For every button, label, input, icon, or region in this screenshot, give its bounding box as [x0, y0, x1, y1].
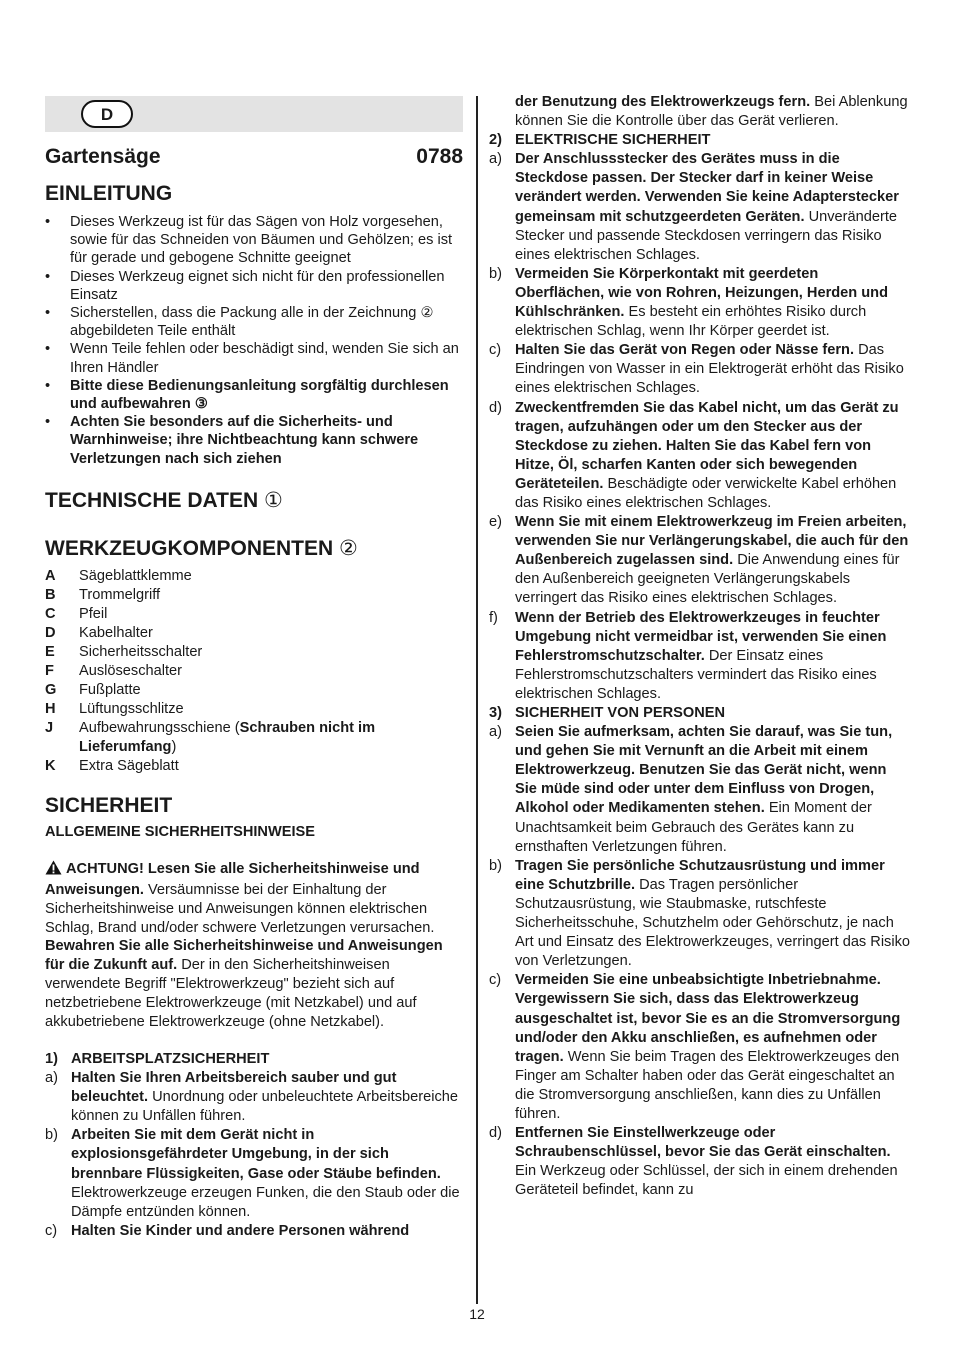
- component-letter: C: [45, 605, 56, 622]
- warning-triangle-icon: [45, 860, 62, 881]
- component-text: [79, 605, 463, 624]
- item-text: [515, 399, 911, 514]
- component-text: [79, 681, 463, 700]
- component-letter: J: [45, 719, 54, 736]
- language-badge: D: [81, 100, 133, 128]
- language-bar: [45, 96, 463, 132]
- item-normal: Das Tragen persönlicher Schutzausrüstung, wie Staubmaske, rutschfeste Sicherheitsschuhe, Schutzhelm oder Gehörschutz, je nach Art und Einsatz des Elektrowerkzeuges, verringert das Risiko von Verletzungen.: [515, 876, 911, 970]
- safety-heading: SICHERHEIT: [45, 793, 173, 817]
- item-bold: Tragen Sie persönliche Schutzausrüstung und immer eine Schutzbrille.: [515, 857, 885, 893]
- bullet-text: Sicherstellen, dass die Packung alle in der Zeichnung ② abgebildeten Teile enthält: [70, 305, 434, 340]
- intro-bullet: [45, 413, 463, 468]
- title-row: [45, 144, 463, 170]
- item-normal: Ein Werkzeug oder Schlüssel, der sich in einem drehenden Geräteteil befindet, kann zu: [515, 1163, 898, 1199]
- warning-paragraph: ACHTUNG! Lesen Sie alle Sicherheitshinweise und Anweisungen. Versäumnisse bei der Einhaltung der Sicherheitshinweise und Anweisungen können elektrischen Schlag, Brand und/oder schwere Verletzungen verursachen. Bewahren Sie alle Sicherheitshinweise und Anweisungen für die Zukunft auf. Der in den Sicherheitshinweisen verwendete Begriff "Elektrowerkzeug" bezieht sich auf netzbetriebene Elektrowerkzeuge (mit Netzkabel) und auf akkubetriebene Elektrowerkzeuge (ohne Netzkabel).: [45, 860, 443, 1031]
- item-text: [515, 971, 911, 1124]
- component-text: [79, 586, 463, 605]
- component-name: Aufbewahrungsschiene (: [79, 719, 240, 736]
- item-normal: Der Einsatz eines Fehlerstromschutzschalters vermindert das Risiko eines elektrischen Schlages.: [515, 647, 877, 702]
- item-marker: c): [45, 1222, 58, 1239]
- component-name: Extra Sägeblatt: [79, 757, 179, 774]
- bullet-text: Achten Sie besonders auf die Sicherheits- und Warnhinweise; ihre Nichtbeachtung kann schwere Verletzungen nach sich ziehen: [70, 414, 419, 467]
- item-bold: Entfernen Sie Einstellwerkzeuge oder Schraubenschlüssel, bevor Sie das Gerät einschalten.: [515, 1125, 891, 1161]
- component-name: Pfeil: [79, 605, 108, 622]
- section-1-items: [45, 1069, 463, 1241]
- item-marker: b): [489, 265, 502, 282]
- component-text: [79, 567, 463, 586]
- item-normal: Wenn Sie beim Tragen des Elektrowerkzeuges den Finger am Schalter haben oder das Gerät eingeschaltet an die Stromversorgung anschließen, kann dies zu Unfällen führen.: [515, 1048, 900, 1122]
- column-divider: [476, 96, 478, 1304]
- safety-item: [489, 399, 911, 514]
- bullet-text: Wenn Teile fehlen oder beschädigt sind, wenden Sie sich an Ihren Händler: [70, 341, 459, 376]
- component-text: [79, 757, 463, 776]
- page-number: 12: [469, 1306, 485, 1322]
- item-marker: b): [489, 857, 502, 874]
- component-name: Auslöseschalter: [79, 662, 183, 679]
- bullet-marker: •: [45, 414, 51, 431]
- item-bold: Arbeiten Sie mit dem Gerät nicht in explosionsgefährdeter Umgebung, in der sich brennbare Flüssigkeiten, Gase oder Stäube befinden.: [71, 1127, 441, 1182]
- component-letter: A: [45, 567, 56, 584]
- intro-bullet-list: [45, 213, 463, 468]
- intro-bullet: [45, 340, 463, 376]
- safety-item: [489, 341, 911, 398]
- product-model: 0788: [416, 145, 463, 168]
- bullet-marker: •: [45, 377, 51, 394]
- component-name: Fußplatte: [79, 681, 141, 698]
- intro-bullet: [45, 213, 463, 268]
- bullet-marker: •: [45, 305, 51, 322]
- safety-item: [489, 971, 911, 1124]
- item-marker: d): [489, 399, 502, 416]
- bullet-text: Bitte diese Bedienungsanleitung sorgfältig durchlesen und aufbewahren ③: [70, 377, 449, 413]
- item-marker: d): [489, 1125, 502, 1142]
- safety-item: [489, 265, 911, 341]
- item-text: [515, 150, 911, 265]
- item-bold: Wenn der Betrieb des Elektrowerkzeuges in feuchter Umgebung nicht vermeidbar ist, verwenden Sie einen Fehlerstromschutzschalter.: [515, 609, 887, 664]
- component-item: [45, 586, 463, 605]
- item-bold: Der Anschlussstecker des Gerätes muss in die Steckdose passen. Der Stecker darf in keiner Weise verändert werden. Verwenden Sie keine Adapterstecker gemeinsam mit schutzgeerdeten Geräten.: [515, 151, 899, 225]
- safety-item: [489, 723, 911, 857]
- item-normal: Unveränderte Stecker und passende Steckdosen verringern das Risiko eines elektrischen Schlages.: [515, 208, 898, 263]
- section-2-items: [489, 150, 911, 704]
- item-text: [515, 513, 911, 608]
- continued-item: der Benutzung des Elektrowerkzeugs fern. Bei Ablenkung können Sie die Kontrolle über das Gerät verlieren.: [515, 94, 908, 130]
- item-marker: a): [489, 724, 502, 741]
- item-text: [515, 857, 911, 972]
- components-heading: WERKZEUGKOMPONENTEN ②: [45, 536, 358, 560]
- component-letter: B: [45, 586, 56, 603]
- component-name: Lüftungsschlitze: [79, 700, 184, 717]
- intro-heading: EINLEITUNG: [45, 182, 173, 205]
- item-normal: Die Anwendung eines für den Außenbereich geeigneten Verlängerungskabels verringert das Risiko eines elektrischen Schlages.: [515, 552, 900, 607]
- component-item: [45, 643, 463, 662]
- tech-heading: TECHNISCHE DATEN ①: [45, 488, 283, 512]
- item-text: [515, 723, 911, 857]
- safety-item: [489, 1124, 911, 1200]
- item-normal: Unordnung oder unbeleuchtete Arbeitsbereiche können zu Unfällen führen.: [71, 1089, 458, 1125]
- intro-bullet: [45, 304, 463, 340]
- intro-bullet: [45, 268, 463, 304]
- item-marker: f): [489, 609, 498, 626]
- component-item: [45, 624, 463, 643]
- item-marker: b): [45, 1127, 58, 1144]
- section-1-heading: 1) ARBEITSPLATZSICHERHEIT: [45, 1051, 270, 1067]
- safety-item: [489, 150, 911, 265]
- component-text: [79, 700, 463, 719]
- item-marker: a): [489, 151, 502, 168]
- item-text: [515, 265, 911, 341]
- item-text: [515, 609, 911, 704]
- item-text: [71, 1126, 463, 1221]
- item-text: [515, 341, 911, 398]
- item-normal: Elektrowerkzeuge erzeugen Funken, die den Staub oder die Dämpfe entzünden können.: [71, 1184, 460, 1220]
- component-item: [45, 681, 463, 700]
- component-letter: H: [45, 700, 56, 717]
- item-bold: Zweckentfremden Sie das Kabel nicht, um das Gerät zu tragen, aufzuhängen oder um den Stecker aus der Steckdose zu ziehen. Halten Sie das Kabel fern von Hitze, Öl, scharfen Kanten oder sich bewegenden Geräteteilen.: [515, 399, 899, 492]
- item-bold: Wenn Sie mit einem Elektrowerkzeug im Freien arbeiten, verwenden Sie nur Verlängerungskabel, die auch für den Außenbereich zugelassen sind.: [515, 514, 909, 569]
- component-text: [79, 719, 463, 757]
- safety-item: [489, 857, 911, 972]
- right-column: [489, 93, 911, 1200]
- safety-subheading: ALLGEMEINE SICHERHEITSHINWEISE: [45, 823, 316, 840]
- item-bold: Halten Sie Kinder und andere Personen während: [71, 1222, 410, 1239]
- item-normal: Beschädigte oder verwickelte Kabel erhöhen das Risiko eines elektrischen Schlages.: [515, 475, 897, 511]
- item-text: [515, 1124, 911, 1200]
- section-3-items: [489, 723, 911, 1200]
- component-item: [45, 567, 463, 586]
- component-text: [79, 662, 463, 681]
- item-text: [71, 1069, 463, 1126]
- component-item: [45, 700, 463, 719]
- section-3-heading: 3) SICHERHEIT VON PERSONEN: [489, 705, 726, 721]
- component-name: Sägeblattklemme: [79, 567, 192, 584]
- item-normal: Das Eindringen von Wasser in ein Elektrogerät erhöht das Risiko eines elektrischen Schlages.: [515, 342, 904, 397]
- component-name: Trommelgriff: [79, 586, 161, 603]
- section-2-heading: 2) ELEKTRISCHE SICHERHEIT: [489, 132, 711, 149]
- item-bold: Halten Sie das Gerät von Regen oder Nässe fern.: [515, 342, 855, 359]
- component-text: [79, 643, 463, 662]
- item-normal: Ein Moment der Unachtsamkeit beim Gebrauch des Gerätes kann zu ernsthaften Verletzungen führen.: [515, 800, 872, 855]
- component-name: Sicherheitsschalter: [79, 643, 203, 660]
- component-text: [79, 624, 463, 643]
- item-marker: c): [489, 342, 502, 359]
- component-letter: D: [45, 624, 56, 641]
- component-item: [45, 757, 463, 776]
- safety-item: [45, 1126, 463, 1221]
- component-note-end: ): [171, 738, 177, 755]
- product-title: Gartensäge: [45, 145, 161, 168]
- components-list: [45, 567, 463, 776]
- safety-item: [489, 513, 911, 608]
- component-note: Schrauben nicht im Lieferumfang: [79, 719, 376, 755]
- safety-item: [45, 1069, 463, 1126]
- component-name: Kabelhalter: [79, 624, 153, 641]
- item-text: [71, 1222, 463, 1241]
- bullet-marker: •: [45, 268, 51, 285]
- item-marker: a): [45, 1070, 58, 1087]
- item-bold: Halten Sie Ihren Arbeitsbereich sauber und gut beleuchtet.: [71, 1070, 397, 1106]
- component-letter: G: [45, 681, 57, 698]
- bullet-marker: •: [45, 214, 51, 230]
- item-marker: c): [489, 972, 502, 989]
- bullet-text: Dieses Werkzeug eignet sich nicht für den professionellen Einsatz: [70, 268, 445, 303]
- item-normal: Es besteht ein erhöhtes Risiko durch elektrischen Schlag, wenn Ihr Körper geerdet ist.: [515, 304, 867, 340]
- component-letter: F: [45, 662, 54, 679]
- intro-bullet: [45, 377, 463, 413]
- component-letter: E: [45, 643, 55, 660]
- item-bold: Vermeiden Sie Körperkontakt mit geerdeten Oberflächen, wie von Rohren, Heizungen, Herden und Kühlschränken.: [515, 265, 888, 321]
- item-bold: Seien Sie aufmerksam, achten Sie darauf, was Sie tun, und gehen Sie mit Vernunft an die Arbeit mit einem Elektrowerkzeug. Benutzen Sie das Gerät nicht, wenn Sie müde sind oder unter dem Einfluss von Drogen, Alkohol oder Medikamenten stehen.: [515, 724, 893, 817]
- item-bold: Vermeiden Sie eine unbeabsichtigte Inbetriebnahme. Vergewissern Sie sich, dass das Elektrowerkzeug ausgeschaltet ist, bevor Sie es an die Stromversorgung und/oder den Akku anschließen, es aufnehmen oder tragen.: [515, 972, 901, 1065]
- component-letter: K: [45, 757, 56, 774]
- safety-item: [45, 1222, 463, 1241]
- bullet-text: Dieses Werkzeug ist für das Sägen von Holz vorgesehen, sowie für das Schneiden von Bäumen und Gehölzen; es ist für gerade und gebogene Schnitte geeignet: [70, 214, 453, 267]
- component-item: [45, 605, 463, 624]
- left-column: [45, 96, 463, 1241]
- item-marker: e): [489, 514, 502, 531]
- bullet-marker: •: [45, 341, 51, 358]
- component-item: [45, 662, 463, 681]
- component-item: [45, 719, 463, 757]
- safety-item: [489, 609, 911, 704]
